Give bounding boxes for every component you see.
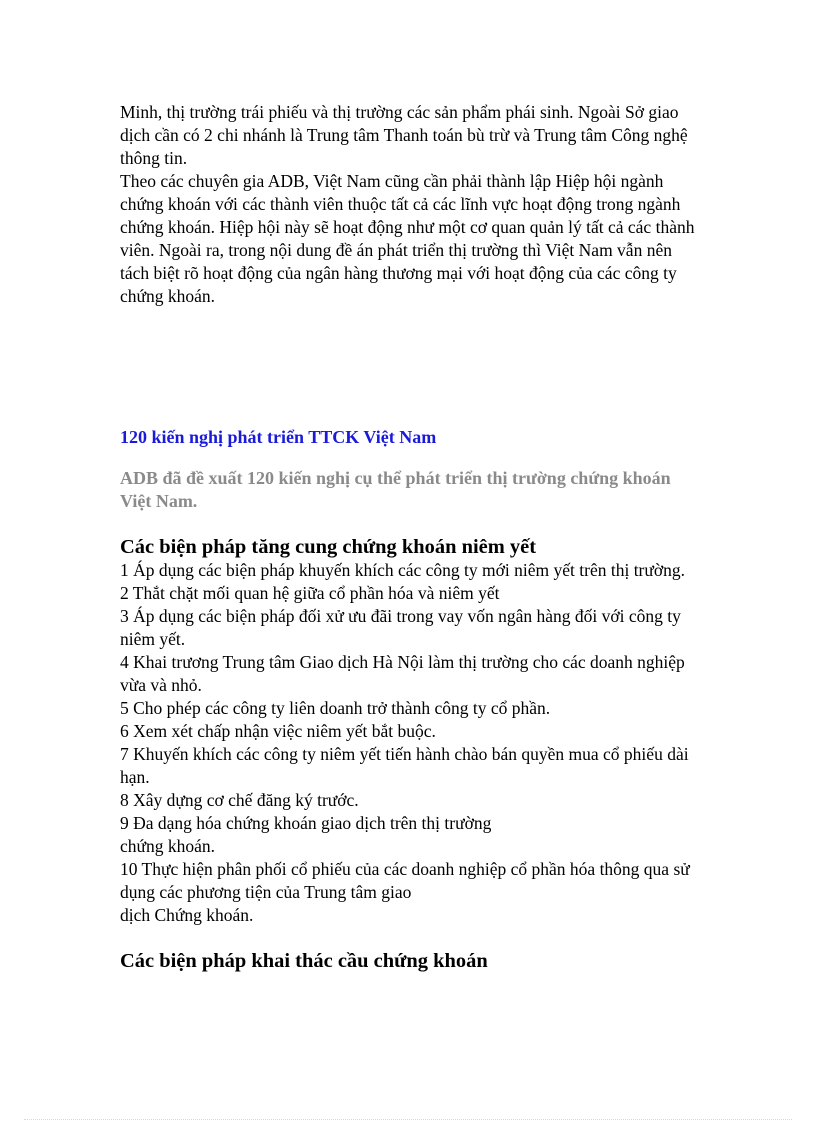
document-page <box>120 101 700 973</box>
page-bottom-divider <box>24 1119 792 1120</box>
list-item: chứng khoán. <box>120 836 216 856</box>
section-title-supply: Các biện pháp tăng cung chứng khoán niêm yết <box>120 536 537 558</box>
spacer <box>120 308 700 426</box>
list-item: 5 Cho phép các công ty liên doanh trở thành công ty cổ phần. <box>120 698 551 718</box>
intro-text <box>120 101 700 308</box>
list-item: 8 Xây dựng cơ chế đăng ký trước. <box>120 790 359 810</box>
list-item: 2 Thắt chặt mối quan hệ giữa cổ phần hóa và niêm yết <box>120 583 500 603</box>
intro-paragraph-1: Minh, thị trường trái phiếu và thị trường các sản phẩm phái sinh. Ngoài Sở giao dịch cần có 2 chi nhánh là Trung tâm Thanh toán bù trừ và Trung tâm Công nghệ thông tin. <box>120 102 688 168</box>
list-item: 9 Đa dạng hóa chứng khoán giao dịch trên thị trường <box>120 813 492 833</box>
list-item: 1 Áp dụng các biện pháp khuyến khích các công ty mới niêm yết trên thị trường. <box>120 560 685 580</box>
list-item: 6 Xem xét chấp nhận việc niêm yết bắt buộc. <box>120 721 436 741</box>
section-title-demand: Các biện pháp khai thác cầu chứng khoán <box>120 950 488 972</box>
list-item: dịch Chứng khoán. <box>120 905 254 925</box>
list-item: 4 Khai trương Trung tâm Giao dịch Hà Nội làm thị trường cho các doanh nghiệp vừa và nhỏ. <box>120 652 685 695</box>
article-title[interactable]: 120 kiến nghị phát triển TTCK Việt Nam <box>120 427 437 447</box>
intro-paragraph-2: Theo các chuyên gia ADB, Việt Nam cũng cần phải thành lập Hiệp hội ngành chứng khoán với các thành viên thuộc tất cả các lĩnh vực hoạt động trong ngành chứng khoán. Hiệp hội này sẽ hoạt động như một cơ quan quản lý tất cả các thành viên. Ngoài ra, trong nội dung đề án phát triển thị trường thì Việt Nam vẫn nên tách biệt rõ hoạt động của ngân hàng thương mại với hoạt động của các công ty chứng khoán. <box>120 171 695 306</box>
list-item: 7 Khuyến khích các công ty niêm yết tiến hành chào bán quyền mua cổ phiếu dài hạn. <box>120 744 689 787</box>
article-lead: ADB đã đề xuất 120 kiến nghị cụ thể phát triển thị trường chứng khoán Việt Nam. <box>120 468 671 511</box>
list-item: 10 Thực hiện phân phối cổ phiếu của các doanh nghiệp cổ phần hóa thông qua sử dụng các phương tiện của Trung tâm giao <box>120 859 690 902</box>
recommendation-list <box>120 559 700 927</box>
list-item: 3 Áp dụng các biện pháp đối xử ưu đãi trong vay vốn ngân hàng đối với công ty niêm yết. <box>120 606 681 649</box>
